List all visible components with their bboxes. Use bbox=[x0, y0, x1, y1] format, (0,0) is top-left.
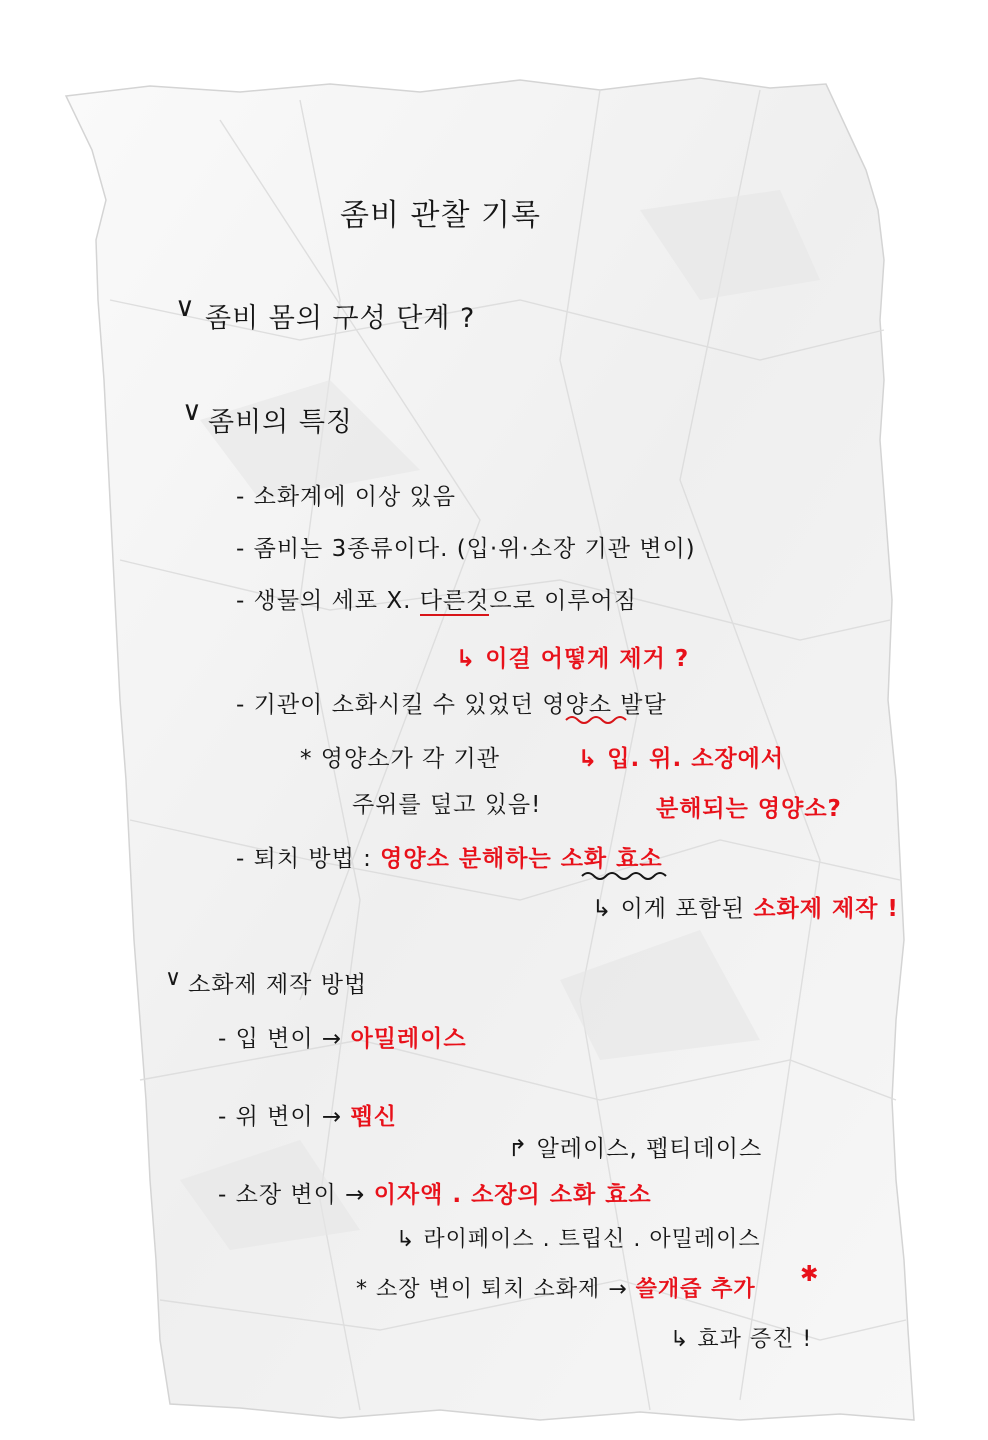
method-mouth-b: 아밀레이스 bbox=[350, 1026, 467, 1052]
feature-line-nutrients bbox=[236, 686, 667, 719]
note-organs: ↳ 입. 위. 소장에서 bbox=[578, 746, 785, 772]
method-mouth bbox=[218, 1020, 467, 1053]
section-heading-body-stages: 좀비 몸의 구성 단계 ? bbox=[205, 303, 476, 334]
method-stomach-note: ↱ 알레이스, 펩티데이스 bbox=[508, 1136, 763, 1162]
feature-line-cells-b: 다른것 bbox=[419, 588, 490, 614]
feature-line-nutrients-c: 발달 bbox=[611, 692, 667, 718]
section-check-1: ∨ bbox=[175, 292, 196, 323]
feature-line-cells-c: 으로 이루어짐 bbox=[489, 588, 637, 614]
method-star-note bbox=[356, 1272, 756, 1303]
method-stomach bbox=[218, 1098, 397, 1131]
treatment-enzyme: 소화 효소 bbox=[560, 846, 663, 872]
section-check-2: ∨ bbox=[182, 396, 203, 427]
section-heading-method: 소화제 제작 방법 bbox=[188, 972, 368, 998]
feature-line-three-types: - 좀비는 3종류이다. (입·위·소장 기관 변이) bbox=[236, 536, 696, 562]
section-check-3: ∨ bbox=[165, 966, 183, 991]
feature-line-cells bbox=[236, 582, 637, 615]
method-stomach-b: 펩신 bbox=[350, 1104, 397, 1130]
note-digested-nutrients: 분해되는 영양소? bbox=[656, 796, 842, 822]
feature-line-cells-a: - 생물의 세포 X. bbox=[236, 588, 420, 614]
method-intestine-b: 이자액 . 소장의 소화 효소 bbox=[373, 1182, 652, 1208]
method-stomach-a: - 위 변이 → bbox=[218, 1104, 351, 1130]
page-title: 좀비 관찰 기록 bbox=[340, 198, 541, 233]
feature-line-nutrients-b: 영양소 bbox=[542, 692, 612, 718]
feature-line-nutrients-a: - 기관이 소화시킬 수 있었던 bbox=[236, 692, 543, 718]
method-intestine-note: ↳ 라이페이스 . 트립신 . 아밀레이스 bbox=[396, 1227, 761, 1252]
asterisk-mark: ✱ bbox=[800, 1262, 820, 1287]
section-heading-features: 좀비의 특징 bbox=[208, 407, 353, 438]
method-intestine bbox=[218, 1176, 652, 1209]
star-note-line-1: * 영양소가 각 기관 bbox=[300, 746, 500, 772]
treatment-label: - 퇴치 방법 : bbox=[236, 846, 381, 872]
feature-line-treatment bbox=[236, 840, 663, 873]
note-remove-question: ↳ 이걸 어떻게 제거 ? bbox=[456, 646, 690, 672]
method-intestine-a: - 소장 변이 → bbox=[218, 1182, 374, 1208]
method-star-b: 쓸개즙 추가 bbox=[635, 1277, 756, 1302]
note-make-digestive-b: 소화제 제작 ! bbox=[753, 896, 899, 922]
feature-line-digestive: - 소화계에 이상 있음 bbox=[236, 484, 456, 510]
note-make-digestive-a: ↳ 이게 포함된 bbox=[592, 896, 754, 922]
method-mouth-a: - 입 변이 → bbox=[218, 1026, 351, 1052]
star-note-line-2: 주위를 덮고 있음! bbox=[352, 792, 542, 818]
method-effect: ↳ 효과 증진 ! bbox=[670, 1327, 813, 1352]
note-make-digestive bbox=[592, 890, 899, 923]
treatment-method: 영양소 분해하는 bbox=[380, 846, 561, 872]
method-star-a: * 소장 변이 퇴치 소화제 → bbox=[356, 1277, 636, 1302]
